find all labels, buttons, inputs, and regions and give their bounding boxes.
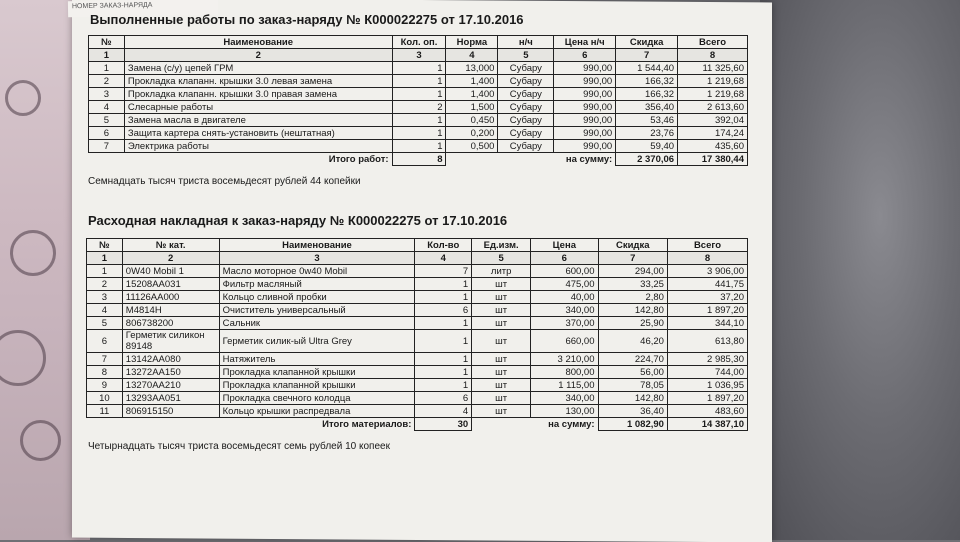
table-cell: 370,00: [531, 317, 598, 330]
table-cell: 990,00: [554, 88, 616, 101]
materials-header-cell: Наименование: [219, 239, 415, 252]
table-cell: 1: [392, 88, 446, 101]
works-total-discount: 2 370,06: [616, 153, 678, 166]
table-cell: литр: [472, 265, 531, 278]
materials-header-cell: Всего: [667, 239, 747, 252]
table-cell: 990,00: [554, 75, 616, 88]
table-cell: шт: [472, 330, 531, 353]
table-cell: Фильтр масляный: [219, 278, 415, 291]
table-cell: 37,20: [667, 291, 747, 304]
table-cell: 475,00: [531, 278, 598, 291]
table-cell: 1: [415, 353, 472, 366]
table-cell: 990,00: [554, 62, 616, 75]
table-cell: шт: [472, 278, 531, 291]
table-cell: 11126AA000: [122, 291, 219, 304]
table-row: [89, 140, 748, 153]
table-cell: 166,32: [616, 75, 678, 88]
works-header-cell: Всего: [678, 36, 748, 49]
table-cell: 2: [87, 278, 123, 291]
table-cell: 3 210,00: [531, 353, 598, 366]
table-cell: Субару: [498, 101, 554, 114]
table-cell: 4: [87, 304, 123, 317]
materials-header-cell: Скидка: [598, 239, 667, 252]
table-cell: шт: [472, 392, 531, 405]
table-row: [87, 291, 748, 304]
table-cell: 1: [392, 114, 446, 127]
works-total-sum: 17 380,44: [678, 153, 748, 166]
works-header-cell: Скидка: [616, 36, 678, 49]
table-cell: 1 544,40: [616, 62, 678, 75]
sticker-label: НОМЕР ЗАКАЗ-НАРЯДА: [68, 0, 218, 17]
table-cell: шт: [472, 304, 531, 317]
fabric-pattern: [20, 420, 61, 461]
table-cell: 806915150: [122, 405, 219, 418]
table-cell: 130,00: [531, 405, 598, 418]
materials-total-discount: 1 082,90: [598, 418, 667, 431]
table-row: [89, 114, 748, 127]
table-cell: 1,400: [446, 75, 498, 88]
table-cell: 1,400: [446, 88, 498, 101]
document-content: [80, 12, 760, 452]
works-total-label: Итого работ:: [328, 153, 389, 165]
table-cell: 25,90: [598, 317, 667, 330]
materials-total-qty: 30: [415, 418, 472, 431]
table-cell: 1: [415, 278, 472, 291]
table-cell: Субару: [498, 88, 554, 101]
table-cell: 3: [89, 88, 125, 101]
table-cell: шт: [472, 405, 531, 418]
table-cell: Электрика работы: [124, 140, 392, 153]
works-sum-label: на сумму:: [565, 153, 613, 165]
table-cell: шт: [472, 366, 531, 379]
table-cell: Герметик силикон 89148: [122, 330, 219, 353]
table-cell: Субару: [498, 62, 554, 75]
table-cell: 1: [415, 379, 472, 392]
materials-sum-label: на сумму:: [548, 418, 595, 430]
works-header-cell: Цена н/ч: [554, 36, 616, 49]
table-cell: 6: [87, 330, 123, 353]
table-cell: 9: [87, 379, 123, 392]
materials-total-label: Итого материалов:: [322, 418, 412, 430]
table-cell: 56,00: [598, 366, 667, 379]
table-cell: 990,00: [554, 101, 616, 114]
table-cell: 4: [415, 405, 472, 418]
table-cell: 11 325,60: [678, 62, 748, 75]
table-cell: 7: [89, 140, 125, 153]
table-row: [89, 101, 748, 114]
table-cell: Замена (с/у) цепей ГРМ: [124, 62, 392, 75]
works-header-cell: Кол. оп.: [392, 36, 446, 49]
table-cell: 340,00: [531, 392, 598, 405]
table-cell: 10: [87, 392, 123, 405]
table-cell: 1: [89, 62, 125, 75]
table-cell: 1: [392, 127, 446, 140]
materials-total-row: [87, 418, 748, 431]
table-row: [87, 265, 748, 278]
table-cell: 1: [392, 140, 446, 153]
table-cell: 166,32: [616, 88, 678, 101]
table-cell: 356,40: [616, 101, 678, 114]
colnum-cell: 8: [678, 49, 748, 62]
table-cell: 7: [87, 353, 123, 366]
table-cell: 1,500: [446, 101, 498, 114]
table-cell: 33,25: [598, 278, 667, 291]
table-cell: Прокладка клапанн. крышки 3.0 правая замена: [124, 88, 392, 101]
table-cell: 142,80: [598, 392, 667, 405]
colnum-cell: 6: [531, 252, 598, 265]
table-cell: 6: [415, 392, 472, 405]
table-cell: 13270AA210: [122, 379, 219, 392]
materials-header-cell: Ед.изм.: [472, 239, 531, 252]
materials-header-cell: №: [87, 239, 123, 252]
works-colnum-row: [89, 49, 748, 62]
table-cell: M4814H: [122, 304, 219, 317]
table-cell: 1: [392, 75, 446, 88]
table-cell: 1 115,00: [531, 379, 598, 392]
table-cell: 13142AA080: [122, 353, 219, 366]
table-cell: 1 897,20: [667, 304, 747, 317]
table-cell: 6: [415, 304, 472, 317]
table-cell: 1 219,68: [678, 88, 748, 101]
table-row: [87, 317, 748, 330]
table-cell: 224,70: [598, 353, 667, 366]
table-row: [87, 392, 748, 405]
table-cell: 660,00: [531, 330, 598, 353]
table-cell: 435,60: [678, 140, 748, 153]
table-cell: Прокладка клапанной крышки: [219, 366, 415, 379]
table-cell: Кольцо крышки распредвала: [219, 405, 415, 418]
table-cell: 800,00: [531, 366, 598, 379]
works-sum-in-words: Семнадцать тысяч триста восемьдесят рублей 44 копейки: [88, 176, 361, 187]
works-header-cell: н/ч: [498, 36, 554, 49]
table-cell: 36,40: [598, 405, 667, 418]
colnum-cell: 4: [415, 252, 472, 265]
table-row: [89, 62, 748, 75]
background-pillow: [760, 0, 960, 540]
table-cell: шт: [472, 353, 531, 366]
table-cell: 59,40: [616, 140, 678, 153]
colnum-cell: 4: [446, 49, 498, 62]
colnum-cell: 1: [87, 252, 123, 265]
table-cell: 1: [392, 62, 446, 75]
table-cell: Очиститель универсальный: [219, 304, 415, 317]
colnum-cell: 1: [89, 49, 125, 62]
table-cell: 5: [87, 317, 123, 330]
table-cell: 1: [415, 330, 472, 353]
table-cell: Сальник: [219, 317, 415, 330]
table-cell: 1: [87, 265, 123, 278]
works-total-qty: 8: [392, 153, 446, 166]
colnum-cell: 2: [122, 252, 219, 265]
table-cell: 990,00: [554, 127, 616, 140]
table-cell: 0W40 Mobil 1: [122, 265, 219, 278]
colnum-cell: 2: [124, 49, 392, 62]
table-cell: 2,80: [598, 291, 667, 304]
table-cell: 340,00: [531, 304, 598, 317]
colnum-cell: 5: [472, 252, 531, 265]
table-cell: 1 036,95: [667, 379, 747, 392]
table-row: [87, 353, 748, 366]
table-cell: 1: [415, 291, 472, 304]
fabric-pattern: [5, 80, 41, 116]
table-cell: Субару: [498, 114, 554, 127]
table-row: [89, 127, 748, 140]
colnum-cell: 6: [554, 49, 616, 62]
colnum-cell: 8: [667, 252, 747, 265]
table-cell: 1: [415, 317, 472, 330]
table-cell: Субару: [498, 140, 554, 153]
table-cell: шт: [472, 317, 531, 330]
colnum-cell: 3: [392, 49, 446, 62]
table-row: [87, 405, 748, 418]
table-row: [89, 88, 748, 101]
materials-title: Расходная накладная к заказ-наряду № К000022275 от 17.10.2016: [88, 213, 508, 228]
works-total-row: [89, 153, 748, 166]
table-cell: 1: [415, 366, 472, 379]
table-row: [89, 75, 748, 88]
materials-sum-in-words: Четырнадцать тысяч триста восемьдесят семь рублей 10 копеек: [88, 441, 390, 452]
table-cell: 744,00: [667, 366, 747, 379]
table-cell: 40,00: [531, 291, 598, 304]
works-header-cell: Наименование: [124, 36, 392, 49]
table-cell: 1 897,20: [667, 392, 747, 405]
table-cell: 78,05: [598, 379, 667, 392]
table-cell: 15208AA031: [122, 278, 219, 291]
table-cell: Слесарные работы: [124, 101, 392, 114]
table-cell: 0,200: [446, 127, 498, 140]
table-cell: Прокладка клапанной крышки: [219, 379, 415, 392]
table-cell: 2 613,60: [678, 101, 748, 114]
materials-header-row: [87, 239, 748, 252]
table-cell: 4: [89, 101, 125, 114]
table-cell: 13272AA150: [122, 366, 219, 379]
table-cell: 613,80: [667, 330, 747, 353]
materials-header-cell: № кат.: [122, 239, 219, 252]
table-cell: 990,00: [554, 114, 616, 127]
fabric-pattern: [10, 230, 56, 276]
table-cell: 46,20: [598, 330, 667, 353]
table-cell: 142,80: [598, 304, 667, 317]
colnum-cell: 5: [498, 49, 554, 62]
table-cell: Замена масла в двигателе: [124, 114, 392, 127]
table-cell: 344,10: [667, 317, 747, 330]
table-row: [87, 366, 748, 379]
materials-header-cell: Кол-во: [415, 239, 472, 252]
table-cell: 174,24: [678, 127, 748, 140]
table-cell: 6: [89, 127, 125, 140]
table-cell: 483,60: [667, 405, 747, 418]
table-cell: 0,450: [446, 114, 498, 127]
table-cell: Кольцо сливной пробки: [219, 291, 415, 304]
works-header-cell: №: [89, 36, 125, 49]
materials-colnum-row: [87, 252, 748, 265]
table-cell: 13293AA051: [122, 392, 219, 405]
table-cell: 2 985,30: [667, 353, 747, 366]
table-cell: Герметик силик-ый Ultra Grey: [219, 330, 415, 353]
table-cell: 23,76: [616, 127, 678, 140]
table-cell: шт: [472, 379, 531, 392]
works-header-row: [89, 36, 748, 49]
table-cell: Масло моторное 0w40 Mobil: [219, 265, 415, 278]
table-cell: 392,04: [678, 114, 748, 127]
table-cell: 7: [415, 265, 472, 278]
table-cell: 2: [89, 75, 125, 88]
table-cell: 53,46: [616, 114, 678, 127]
table-cell: 806738200: [122, 317, 219, 330]
table-cell: 3 906,00: [667, 265, 747, 278]
works-title: Выполненные работы по заказ-наряду № К000022275 от 17.10.2016: [90, 12, 524, 27]
works-table: [88, 35, 748, 166]
materials-table: [86, 238, 748, 431]
table-cell: 3: [87, 291, 123, 304]
works-header-cell: Норма: [446, 36, 498, 49]
fabric-pattern: [0, 330, 46, 386]
colnum-cell: 7: [598, 252, 667, 265]
table-cell: 8: [87, 366, 123, 379]
table-cell: 11: [87, 405, 123, 418]
materials-total-sum: 14 387,10: [667, 418, 747, 431]
table-cell: Прокладка свечного колодца: [219, 392, 415, 405]
table-cell: 990,00: [554, 140, 616, 153]
table-cell: Защита картера снять-установить (нештатная): [124, 127, 392, 140]
table-cell: 600,00: [531, 265, 598, 278]
table-cell: 0,500: [446, 140, 498, 153]
table-cell: 13,000: [446, 62, 498, 75]
colnum-cell: 3: [219, 252, 415, 265]
table-cell: Субару: [498, 75, 554, 88]
table-cell: Натяжитель: [219, 353, 415, 366]
table-row: [87, 330, 748, 353]
table-cell: 2: [392, 101, 446, 114]
table-cell: 294,00: [598, 265, 667, 278]
table-cell: 5: [89, 114, 125, 127]
table-cell: шт: [472, 291, 531, 304]
table-row: [87, 278, 748, 291]
table-cell: Субару: [498, 127, 554, 140]
table-row: [87, 379, 748, 392]
materials-header-cell: Цена: [531, 239, 598, 252]
colnum-cell: 7: [616, 49, 678, 62]
table-cell: 1 219,68: [678, 75, 748, 88]
table-cell: Прокладка клапанн. крышки 3.0 левая замена: [124, 75, 392, 88]
table-cell: 441,75: [667, 278, 747, 291]
table-row: [87, 304, 748, 317]
